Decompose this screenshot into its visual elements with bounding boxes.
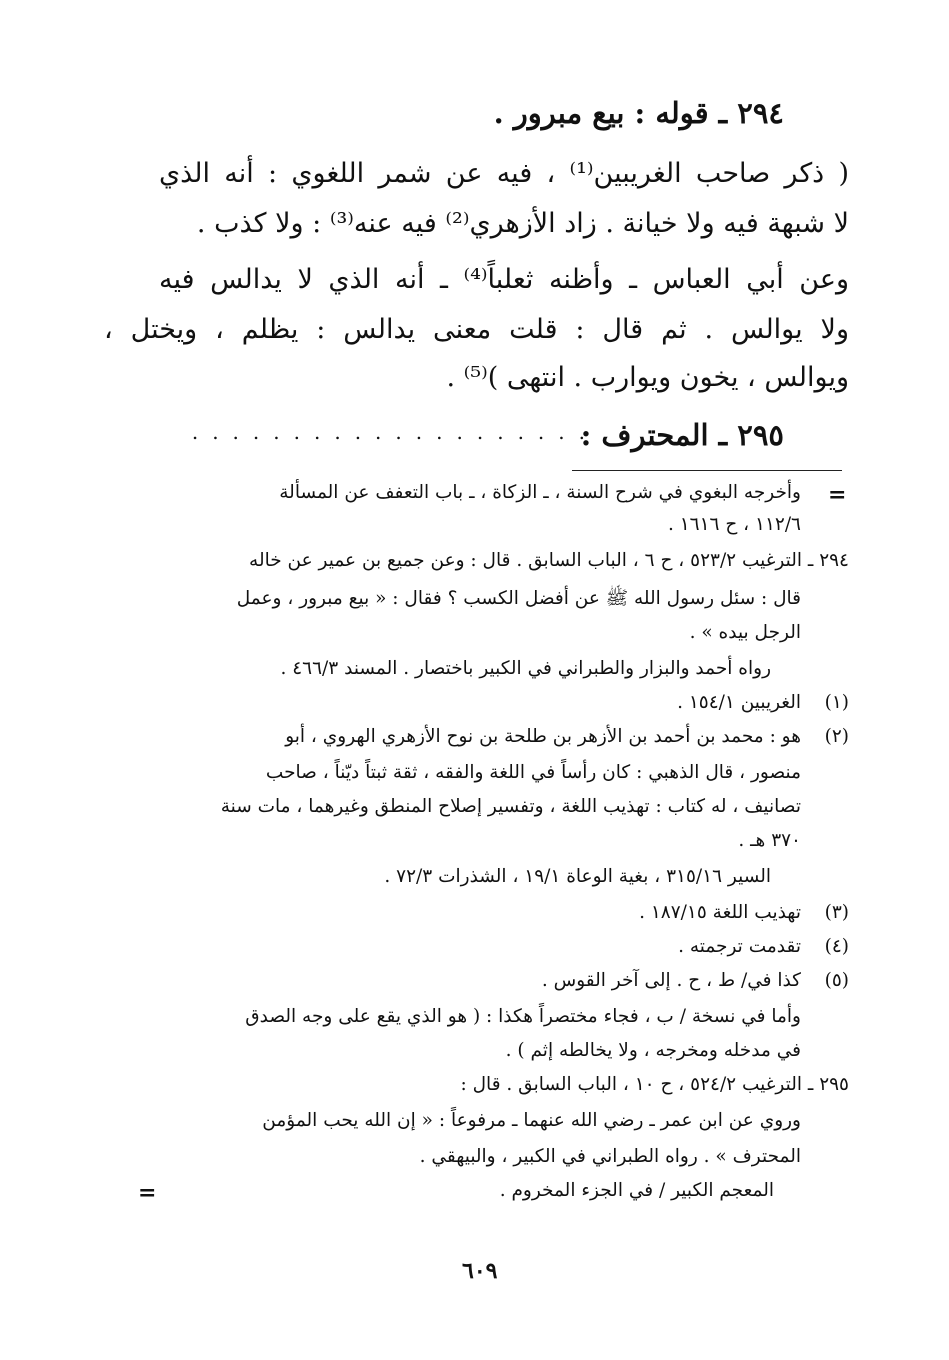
entry-heading-295: ٢٩٥ ـ المحترف : xyxy=(580,418,784,452)
footnote-separator xyxy=(572,470,842,471)
continuation-line-2: ١١٢/٦ ، ح ١٦١٦ . xyxy=(667,514,801,535)
footnote-number-1: (١) xyxy=(824,692,849,713)
note-295-line-1: ٢٩٥ ـ الترغيب ٥٢٤/٢ ، ح ١٠ ، الباب السابق . قال : xyxy=(460,1074,849,1095)
footnote-number-2: (٢) xyxy=(824,726,849,747)
footnote-5-line-1: كذا في/ ط ، ح . إلى آخر القوس . xyxy=(541,970,801,991)
note-295-line-3: المحترف » . رواه الطبراني في الكبير ، والبيهقي . xyxy=(419,1146,801,1167)
footnote-2-line-2: منصور ، قال الذهبي : كان رأساً في اللغة والفقه ، ثقة ثبتاً ديّناً ، صاحب xyxy=(265,762,801,783)
ellipsis-dots: .................... xyxy=(191,420,599,444)
paragraph-2-line-1: وعن أبي العباس ـ وأظنه ثعلباً⁽⁴⁾ ـ أنه الذي لا يدالس فيه xyxy=(159,264,849,295)
paragraph-1-line-2: لا شبهة فيه ولا خيانة . زاد الأزهري⁽²⁾ فيه عنه⁽³⁾ : ولا كذب . xyxy=(196,208,849,239)
continuation-line-1: وأخرجه البغوي في شرح السنة ، ـ الزكاة ، ـ باب التعفف عن المسألة xyxy=(279,482,801,503)
paragraph-2-line-2: ولا يوالس . ثم قال : قلت معنى يدالس : يظلم ، ويختل ، xyxy=(104,314,849,345)
note-294-line-2: قال : سئل رسول الله ﷺ عن أفضل الكسب ؟ فقال : « بيع مبرور ، وعمل xyxy=(236,588,801,609)
note-294-line-3: الرجل بيده » . xyxy=(689,622,801,643)
note-295-line-2: وروي عن ابن عمر ـ رضي الله عنهما ـ مرفوعاً : « إن الله يحب المؤمن xyxy=(262,1110,801,1131)
footnote-4-text: تقدمت ترجمته . xyxy=(678,936,801,957)
paragraph-1-line-1: ( ذكر صاحب الغريبين⁽¹⁾ ، فيه عن شمر اللغوي : أنه الذي xyxy=(159,158,849,189)
page-number: ٦٠٩ xyxy=(462,1258,498,1284)
footnote-2-line-4: ٣٧٠ هـ . xyxy=(738,830,801,851)
end-continuation-mark: = xyxy=(138,1180,157,1206)
continuation-mark: = xyxy=(828,482,847,508)
footnote-number-5: (٥) xyxy=(824,970,849,991)
note-294-line-4: رواه أحمد والبزار والطبراني في الكبير باختصار . المسند ٤٦٦/٣ . xyxy=(280,658,771,679)
footnote-number-4: (٤) xyxy=(824,936,849,957)
footnote-2-sources: السير ٣١٥/١٦ ، بغية الوعاة ١٩/١ ، الشذرات ٧٢/٣ . xyxy=(384,866,771,887)
note-294-line-1: ٢٩٤ ـ الترغيب ٥٢٣/٢ ، ح ٦ ، الباب السابق . قال : وعن جميع بن عمير عن خاله xyxy=(249,550,849,571)
footnote-2-line-1: هو : محمد بن أحمد بن الأزهر بن طلحة بن نوح الأزهري الهروي ، أبو xyxy=(285,726,801,747)
footnote-2-line-3: تصانيف ، له كتاب : تهذيب اللغة ، وتفسير إصلاح المنطق وغيرهما ، مات سنة xyxy=(220,796,801,817)
footnote-1-text: الغريبين ١٥٤/١ . xyxy=(677,692,801,713)
note-295-line-4: المعجم الكبير / في الجزء المخروم . xyxy=(499,1180,774,1201)
entry-heading-294: ٢٩٤ ـ قوله : بيع مبرور . xyxy=(493,96,784,130)
footnote-5-line-3: في مدخله ومخرجه ، ولا يخالطه إثم ) . xyxy=(505,1040,801,1061)
footnote-3-text: تهذيب اللغة ١٨٧/١٥ . xyxy=(639,902,801,923)
footnote-number-3: (٣) xyxy=(824,902,849,923)
paragraph-2-line-3: ويوالس ، يخون ويوارب . انتهى )⁽⁵⁾ . xyxy=(446,362,849,393)
footnote-5-line-2: وأما في نسخة / ب ، فجاء مختصراً هكذا : ( هو الذي يقع على وجه الصدق xyxy=(245,1006,801,1027)
